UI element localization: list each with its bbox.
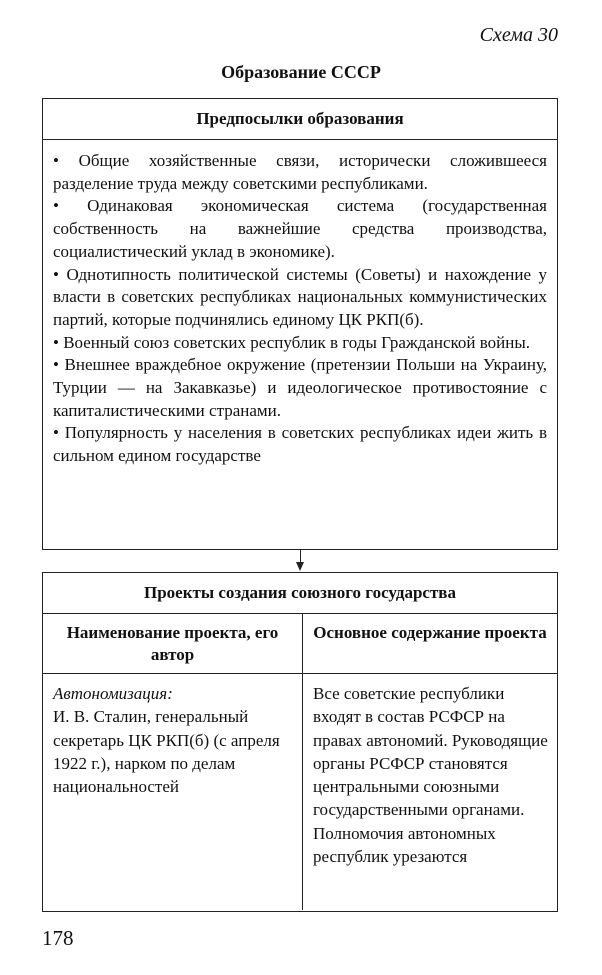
list-item: • Общие хозяйственные связи, исторически сложившееся разделение труда между советскими республиками. xyxy=(53,150,547,195)
project-name: Автономизация: xyxy=(53,684,173,703)
project-content-column xyxy=(303,614,557,910)
project-name-cell xyxy=(43,674,302,798)
project-content-cell: Все советские республики входят в состав РСФСР на правах автономий. Руководящие органы РСФСР становятся центральными союзными государственными органами. Полномочия автономных республик урезаются xyxy=(313,684,548,867)
projects-columns xyxy=(43,614,557,910)
projects-heading: Проекты создания союзного государства xyxy=(43,573,557,614)
projects-table xyxy=(42,572,558,912)
column-header-name: Наименование проекта, его автор xyxy=(43,614,302,674)
list-item: • Одинаковая экономическая система (государственная собственность на важнейшие средства производства, социалистический уклад в экономике). xyxy=(53,195,547,263)
project-author: И. В. Сталин, генеральный секретарь ЦК РКП(б) (с апреля 1922 г.), нарком по делам национальностей xyxy=(53,707,280,797)
page-number: 178 xyxy=(42,926,74,950)
list-item: • Военный союз советских республик в годы Гражданской войны. xyxy=(53,332,547,355)
arrow-down-icon xyxy=(296,562,304,571)
page-title: Образование СССР xyxy=(221,62,381,82)
column-header-content: Основное содержание проекта xyxy=(303,614,557,674)
list-item: • Однотипность политической системы (Советы) и нахождение у власти в советских республиках национальных коммунистических партий, которые подчинялись единому ЦК РКП(б). xyxy=(53,264,547,332)
prerequisites-heading: Предпосылки образования xyxy=(43,99,557,140)
list-item: • Внешнее враждебное окружение (претензии Польши на Украину, Турции — на Закавказье) и идеологическое противостояние с капиталистическими странами. xyxy=(53,354,547,422)
project-name-column xyxy=(43,614,303,910)
list-item: • Популярность у населения в советских республиках идеи жить в сильном едином государстве xyxy=(53,422,547,467)
prerequisites-list xyxy=(43,140,557,468)
prerequisites-box xyxy=(42,98,558,550)
schema-label: Схема 30 xyxy=(479,24,558,46)
